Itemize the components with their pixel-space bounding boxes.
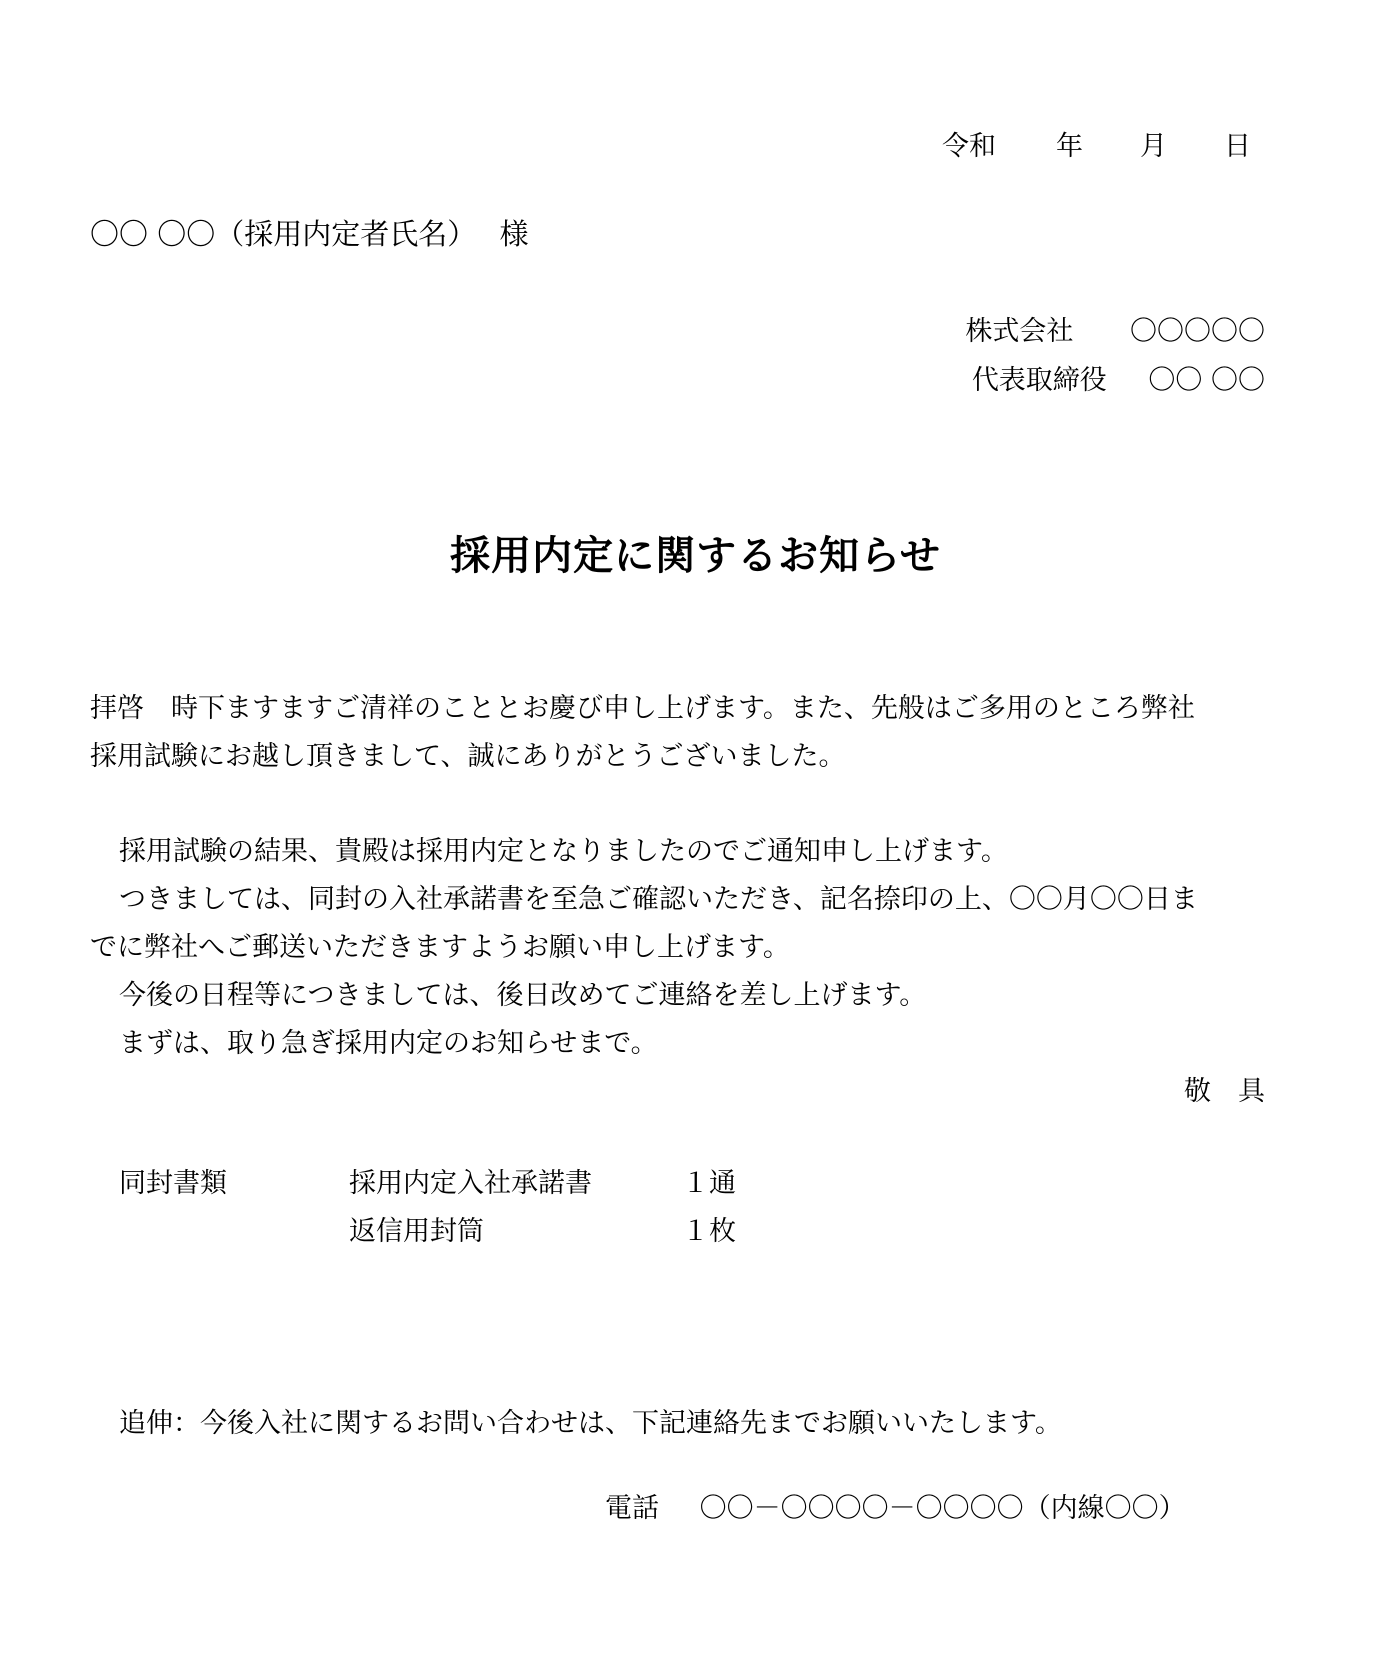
date-era: 令和 bbox=[942, 131, 996, 162]
enclosure-item-name: 採用内定入社承諾書 bbox=[349, 1168, 592, 1199]
opening-line-1: 拝啓 時下ますますご清祥のこととお慶び申し上げます。また、先般はご多用のところ弊社 bbox=[90, 693, 1195, 724]
date-line bbox=[942, 124, 1251, 163]
sender-company bbox=[965, 318, 1265, 345]
recipient-name: 〇〇 〇〇（採用内定者氏名） bbox=[90, 217, 477, 251]
date-month: 月 bbox=[1140, 131, 1167, 162]
rep-label: 代表取締役 bbox=[971, 365, 1107, 396]
body-line-5: まずは、取り急ぎ採用内定のお知らせまで。 bbox=[119, 1028, 658, 1059]
page-title: 採用内定に関するお知らせ bbox=[450, 533, 941, 579]
company-label: 株式会社 bbox=[965, 316, 1074, 347]
contact-number: 〇〇－〇〇〇〇－〇〇〇〇（内線〇〇） bbox=[699, 1493, 1186, 1524]
contact-label: 電話 bbox=[605, 1493, 659, 1524]
enclosure-item-qty: １通 bbox=[682, 1168, 736, 1199]
sender-representative bbox=[972, 367, 1265, 394]
opening-line-2: 採用試験にお越し頂きまして、誠にありがとうございました。 bbox=[90, 741, 846, 772]
recipient-line bbox=[90, 217, 529, 251]
date-year: 年 bbox=[1056, 131, 1083, 162]
closing: 敬 具 bbox=[1184, 1076, 1265, 1107]
body-line-3: でに弊社へご郵送いただきますようお願い申し上げます。 bbox=[90, 932, 790, 963]
body-line-2: つきましては、同封の入社承諾書を至急ご確認いただき、記名捺印の上、〇〇月〇〇日ま bbox=[119, 884, 1198, 915]
enclosures-label: 同封書類 bbox=[119, 1168, 227, 1199]
company-name: 〇〇〇〇〇 bbox=[1130, 316, 1265, 347]
enclosure-item-name: 返信用封筒 bbox=[349, 1216, 484, 1247]
recipient-honorific: 様 bbox=[499, 217, 529, 251]
rep-name: 〇〇 〇〇 bbox=[1148, 365, 1265, 396]
postscript: 追伸：今後入社に関するお問い合わせは、下記連絡先までお願いいたします。 bbox=[119, 1408, 1062, 1439]
enclosure-item-qty: １枚 bbox=[682, 1216, 736, 1247]
body-line-1: 採用試験の結果、貴殿は採用内定となりましたのでご通知申し上げます。 bbox=[119, 836, 1008, 867]
date-day: 日 bbox=[1224, 131, 1251, 162]
body-line-4: 今後の日程等につきましては、後日改めてご連絡を差し上げます。 bbox=[119, 980, 927, 1011]
contact-line bbox=[605, 1495, 1186, 1522]
